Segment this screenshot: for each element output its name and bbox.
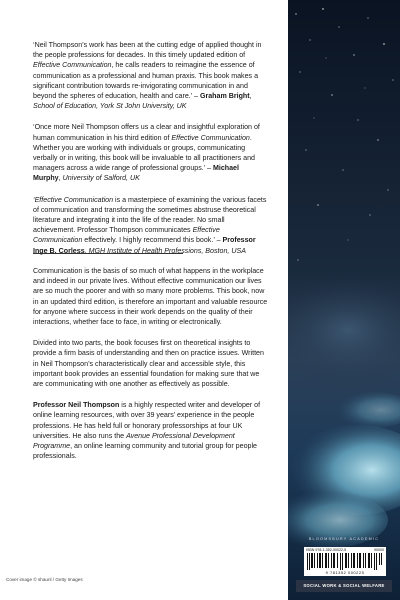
blurb-paragraph-1: Communication is the basis of so much of what happens in the workplace and indeed in our private lives. Without effective communication our lives are so much the poorer and with so many more problems. This book, now in an updated third edition, is therefore an important and valuable resource for anyone where success in their work depends on the quality of their interactions, whether face to face, in writing or electronically. (33, 267, 268, 327)
programme-name: Avenue Professional Development Programme (33, 431, 235, 451)
endorsement-corless: ‘Effective Communication is a masterpiece of examining the various facets of communication and transforming the sometimes abstruse theoretical literature and integrating it into the life of the reader. No small achievement. Professor Thompson communicates Effective Communication effectively. I highly recommend this book.’ – Professor Inge B. Corless, MGH Institute of Health Professions, Boston, USA (33, 195, 267, 255)
quote-affiliation: School of Education, York St John University, UK (33, 102, 187, 111)
barcode (304, 547, 386, 576)
quote-text: ‘Once more Neil Thompson offers us a clear and insightful exploration of human communication in his third edition of (33, 123, 260, 142)
quote-author: Michael Murphy (33, 164, 239, 183)
endorsements (33, 40, 268, 267)
ean-digits: 9 781352 000225 (325, 570, 365, 575)
quote-affiliation: MGH Institute of Health Professions, Boston, USA (88, 246, 246, 255)
quote-author: Professor Inge B. Corless (33, 236, 256, 255)
quote-affiliation: University of Salford, UK (62, 174, 140, 183)
publisher-name: BLOOMSBURY ACADEMIC (308, 537, 380, 541)
endorsement-murphy: ‘Once more Neil Thompson offers us a clear and insightful exploration of human communication in his third edition of Effective Communication. Whether you are working with individuals or groups, communicating verbally or in writing, this book will be invaluable to all practitioners and managers across a wide range of professional groups.’ – Michael Murphy, University of Salford, UK (33, 123, 260, 183)
quote-text: effectively. I highly recommend this book.’ – (82, 236, 223, 245)
isbn-number: ISBN 978-1-352-00022-5 (306, 548, 347, 552)
book-title-italic: ‘Effective Communication (33, 195, 114, 204)
night-sea-photo (288, 0, 400, 600)
bio-text: is a highly respected writer and developer of online learning resources, with over 39 years’ experience in the people professions. He has held full or honorary professorships at four UK universities. He also runs the (33, 401, 261, 440)
author-name: Professor Neil Thompson (33, 401, 120, 410)
quote-text: is a masterpiece of examining the various facets of communication and transforming the sometimes abstruse theoretical literature and integrating it into the life of the reader. No small achievement. Professor Thompson communicates (33, 195, 267, 235)
blurb-paragraph-2: Divided into two parts, the book focuses first on theoretical insights to provide a firm basis of understanding and then on practice issues. Written in Neil Thompson’s characteristically clear and accessible style, this important book provides an essential foundation for making sure that we are communicating with one another as effectively as possible. (33, 339, 264, 389)
book-title-italic: Effective Communication (33, 226, 220, 245)
book-title-italic: Effective Communication (171, 133, 250, 142)
author-bio (33, 400, 268, 461)
barcode-bars (307, 553, 383, 570)
quote-text: . Whether you are working with individuals or groups, communicating verbally or in writing, this book will be invaluable to all practitioners and managers across a wide range of professional groups.’ – (33, 133, 255, 173)
series-label: SOCIAL WORK & SOCIAL WELFARE (296, 580, 392, 592)
quote-text: ‘Neil Thompson’s work has been at the cutting edge of applied thought in the people professions for decades. In this timely updated edition of (33, 41, 262, 60)
cover-image-credit: Cover image © shaunl / Getty Images (6, 577, 83, 582)
cover-photo-strip (288, 0, 400, 600)
quote-text: , he calls readers to reimagine the essence of communication as a professional and human praxis. This book makes a significant contribution towards re-invigorating communication in and beyond the spheres of education, health and care.’ – (33, 61, 259, 101)
price-code: 90000 (374, 548, 384, 552)
book-blurb (33, 266, 268, 472)
bio-text: , an online learning community and tutorial group for people professionals. (33, 442, 257, 461)
book-title-italic: Effective Communication (33, 61, 112, 70)
section-divider (33, 253, 183, 254)
endorsement-bright: ‘Neil Thompson’s work has been at the cutting edge of applied thought in the people professions for decades. In this timely updated edition of Effective Communication, he calls readers to reimagine the essence of communication as a professional and human praxis. This book makes a significant contribution towards re-invigorating communication in and beyond the spheres of education, health and care.’ – Graham Bright, School of Education, York St John University, UK (33, 41, 262, 111)
quote-author: Graham Bright (199, 92, 250, 101)
